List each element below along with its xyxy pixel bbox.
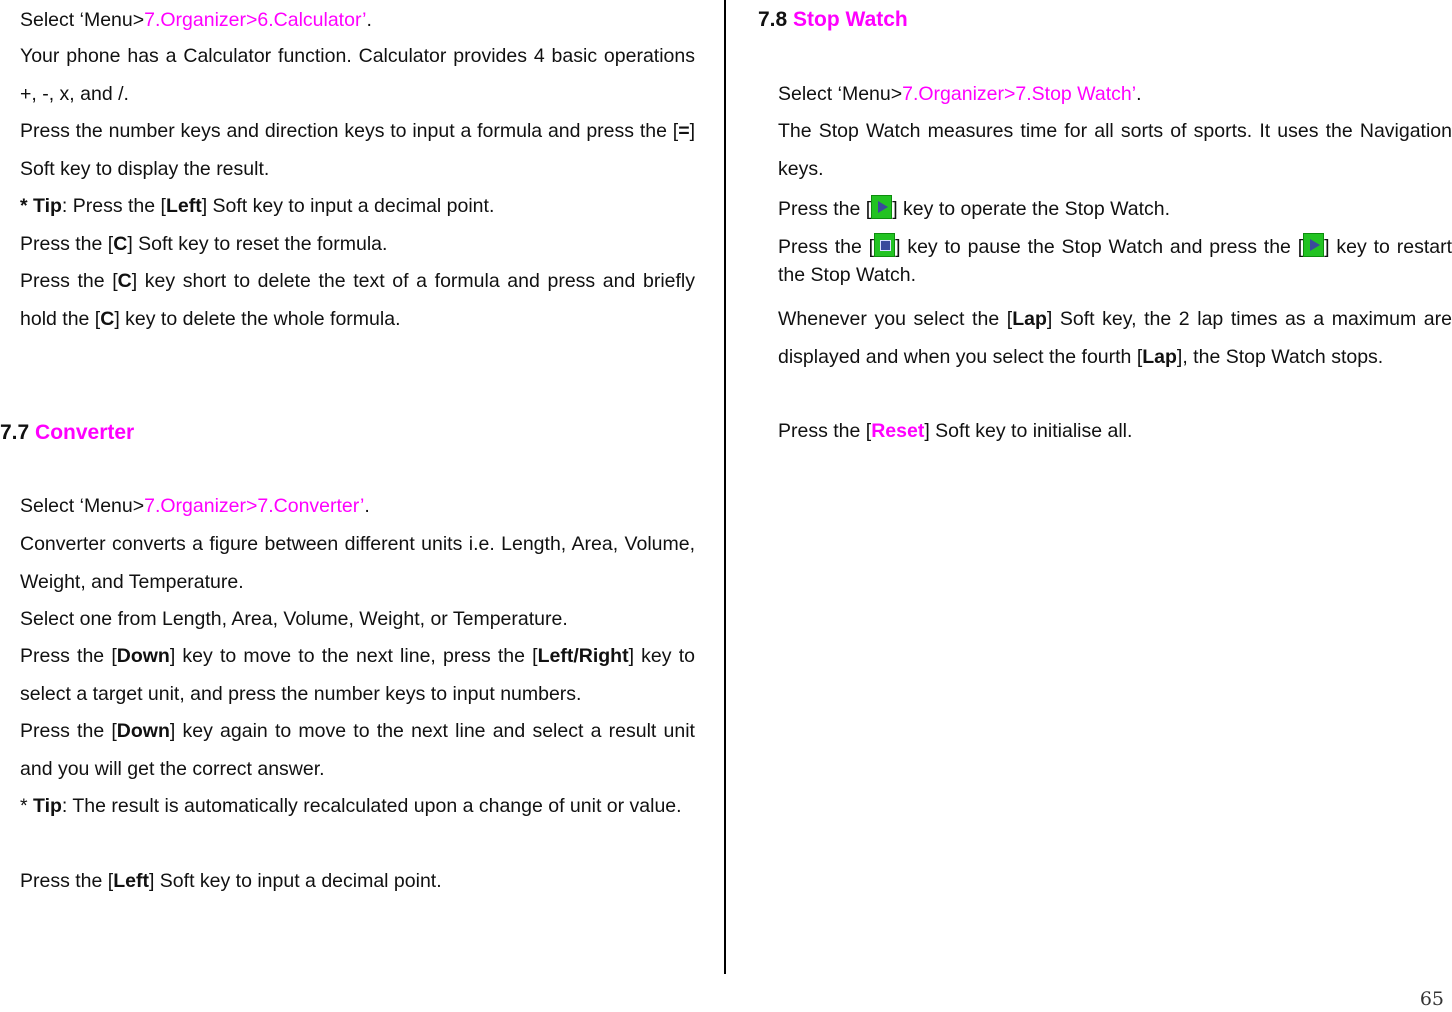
converter-select-instructions: Select one from Length, Area, Volume, Weight, or Temperature.: [20, 608, 568, 630]
stop-watch-lap-instructions: Whenever you select the [Lap] Soft key, the 2 lap times as a maximum are displayed and when you select the fourth [Lap], the Stop Watch stops.: [778, 308, 1452, 368]
stop-key-icon: [874, 233, 895, 257]
converter-intro: Converter converts a figure between different units i.e. Length, Area, Volume, Weight, and Temperature.: [20, 533, 695, 593]
converter-input-instructions: Press the [Down] key to move to the next line, press the [Left/Right] key to select a target unit, and press the number keys to input numbers.: [20, 645, 695, 705]
stop-watch-heading: 7.8 Stop Watch: [758, 8, 908, 31]
converter-tip: * Tip: The result is automatically recalculated upon a change of unit or value.: [20, 795, 682, 817]
calculator-formula-instructions: Press the number keys and direction keys to input a formula and press the [=] Soft key to display the result.: [20, 120, 695, 180]
stop-watch-pause-instructions: Press the [ ] key to pause the Stop Watch and press the [ ] key to restart the Stop Watch.: [778, 233, 1452, 289]
stop-watch-reset-instructions: Press the [Reset] Soft key to initialise all.: [778, 420, 1133, 442]
converter-decimal-instructions: Press the [Left] Soft key to input a decimal point.: [20, 870, 442, 892]
play-key-icon: [871, 195, 892, 219]
stop-watch-intro: The Stop Watch measures time for all sorts of sports. It uses the Navigation keys.: [778, 120, 1452, 180]
converter-result-instructions: Press the [Down] key again to move to the next line and select a result unit and you will get the correct answer.: [20, 720, 695, 780]
converter-heading: 7.7 Converter: [0, 421, 135, 444]
calculator-delete-instructions: Press the [C] key short to delete the text of a formula and press and briefly hold the [C] key to delete the whole formula.: [20, 270, 695, 330]
calculator-reset-instructions: Press the [C] Soft key to reset the formula.: [20, 233, 388, 255]
calculator-menu-path: Select ‘Menu>7.Organizer>6.Calculator’.: [20, 9, 372, 31]
calculator-tip: * Tip: Press the [Left] Soft key to input a decimal point.: [20, 195, 495, 217]
calculator-intro: Your phone has a Calculator function. Calculator provides 4 basic operations +, -, x, and /.: [20, 45, 695, 105]
converter-menu-path: Select ‘Menu>7.Organizer>7.Converter’.: [20, 495, 370, 517]
stop-watch-menu-path: Select ‘Menu>7.Organizer>7.Stop Watch’.: [778, 83, 1142, 105]
stop-watch-start-instructions: Press the [ ] key to operate the Stop Watch.: [778, 191, 1452, 229]
page-number: 65: [1419, 988, 1444, 1010]
play-key-icon: [1303, 233, 1324, 257]
column-divider: [724, 0, 726, 974]
